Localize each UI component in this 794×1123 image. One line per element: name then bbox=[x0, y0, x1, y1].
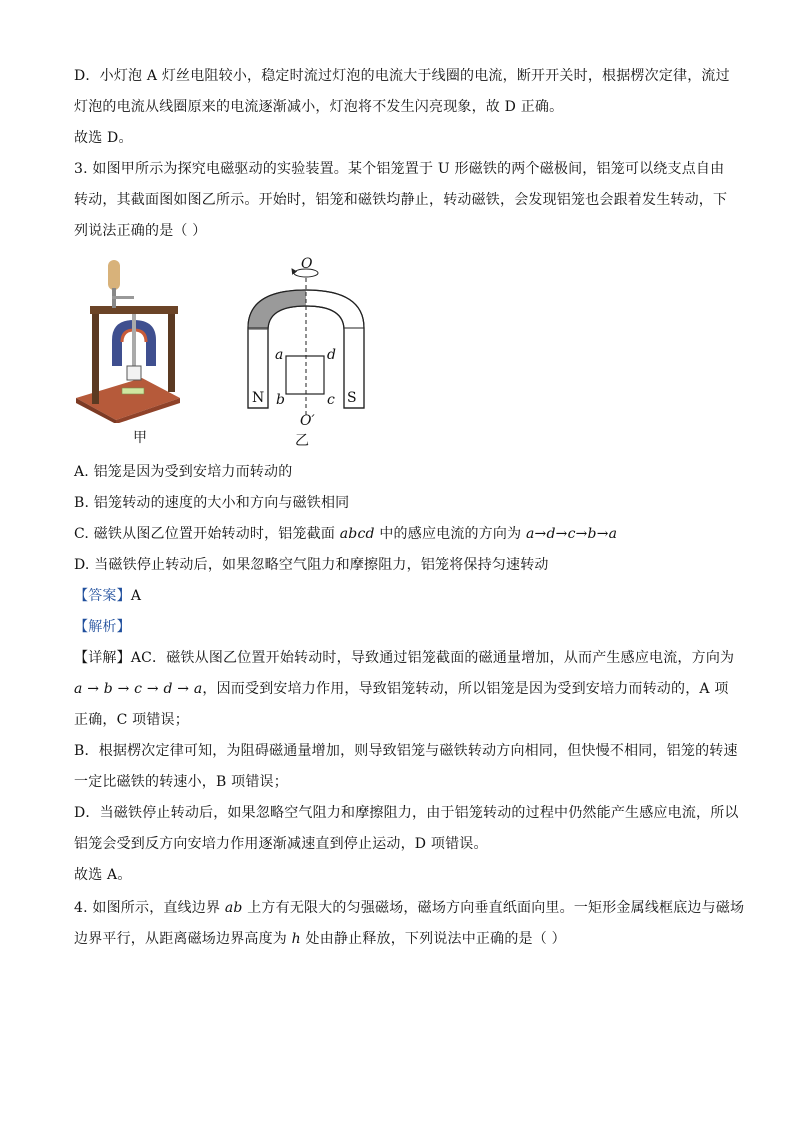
label-a: a bbox=[275, 347, 284, 363]
label-o-bottom: O′ bbox=[300, 413, 315, 429]
detail-line7: 铝笼会受到反方向安培力作用逐渐减速直到停止运动，D 项错误。 bbox=[74, 836, 488, 852]
detail-line2 bbox=[74, 679, 729, 699]
cage-section-abcd bbox=[286, 356, 324, 394]
option-b: B. 铝笼转动的速度的大小和方向与磁铁相同 bbox=[74, 495, 350, 511]
detail-line5: 一定比磁铁的转速小，B 项错误； bbox=[74, 774, 288, 790]
answer-value: A bbox=[130, 588, 142, 604]
label-n-pole: N bbox=[252, 390, 265, 406]
label-s-pole: S bbox=[347, 390, 357, 406]
detail-line4: B．根据楞次定律可知，为阻碍磁通量增加，则导致铝笼与磁铁转动方向相同，但快慢不相同，铝笼的转速 bbox=[74, 743, 738, 759]
detail-text1: AC．磁铁从图乙位置开始转动时，导致通过铝笼截面的磁通量增加，从而产生感应电流，方向为 bbox=[130, 650, 735, 666]
q3-stem-line1: 3. 如图甲所示为探究电磁驱动的实验装置。某个铝笼置于 U 形磁铁的两个磁极间，铝笼可以绕支点自由 bbox=[74, 161, 725, 177]
option-d: D. 当磁铁停止转动后，如果忽略空气阻力和摩擦阻力，铝笼将保持匀速转动 bbox=[74, 557, 549, 573]
answer-line bbox=[74, 586, 141, 606]
q3-stem-line2: 转动，其截面图如图乙所示。开始时，铝笼和磁铁均静止，转动磁铁，会发现铝笼也会跟着发生转动，下 bbox=[74, 192, 728, 208]
q4-text1a: 4. 如图所示，直线边界 bbox=[74, 900, 225, 916]
q4-var-h: h bbox=[291, 931, 301, 947]
analysis-line bbox=[74, 617, 131, 637]
figure-yi-caption: 乙 bbox=[295, 433, 309, 449]
option-c-sequence: a→d→c→b→a bbox=[526, 526, 618, 542]
analysis-label: 【解析】 bbox=[74, 619, 131, 635]
q4-line2 bbox=[74, 929, 566, 949]
label-b: b bbox=[276, 392, 285, 408]
q3-stem-line3: 列说法正确的是（ ） bbox=[74, 223, 207, 239]
detail-conclusion: 故选 A。 bbox=[74, 867, 132, 883]
frame-left-post bbox=[92, 310, 99, 404]
frame-top-beam bbox=[90, 306, 178, 314]
wooden-base bbox=[76, 378, 180, 420]
label-c: c bbox=[327, 392, 335, 408]
prev-option-d-line2: 灯泡的电流从线圈原来的电流逐渐减小，灯泡将不发生闪亮现象，故 D 正确。 bbox=[74, 99, 564, 115]
option-a: A. 铝笼是因为受到安培力而转动的 bbox=[74, 464, 293, 480]
magnet-shaded-region bbox=[248, 290, 306, 330]
aluminium-cage bbox=[127, 366, 141, 380]
figure-jia-apparatus bbox=[72, 258, 184, 423]
detail-line6: D．当磁铁停止转动后，如果忽略空气阻力和摩擦阻力，由于铝笼转动的过程中仍然能产生感应电流，所以 bbox=[74, 805, 739, 821]
option-c-text: C. 磁铁从图乙位置开始转动时，铝笼截面 bbox=[74, 526, 340, 542]
label-d: d bbox=[327, 347, 336, 363]
figure-yi-cross-section bbox=[240, 256, 370, 436]
detail-current-sequence: a → b → c → d → a bbox=[74, 681, 203, 697]
crank-handle bbox=[108, 260, 120, 290]
label-o-top: O bbox=[301, 256, 313, 272]
detail-line1 bbox=[74, 648, 734, 668]
detail-label: 【详解】 bbox=[74, 650, 131, 666]
q4-text2a: 边界平行，从距离磁场边界高度为 bbox=[74, 931, 292, 947]
q4-line1 bbox=[74, 898, 744, 918]
option-c-var: abcd bbox=[339, 526, 375, 542]
q4-text2b: 处由静止释放，下列说法中正确的是（ ） bbox=[300, 931, 566, 947]
q4-var-ab: ab bbox=[224, 900, 243, 916]
answer-label: 【答案】 bbox=[74, 588, 131, 604]
detail-line3: 正确，C 项错误； bbox=[74, 712, 189, 728]
q4-text1b: 上方有无限大的匀强磁场，磁场方向垂直纸面向里。一矩形金属线框底边与磁场 bbox=[242, 900, 745, 916]
figure-jia-caption: 甲 bbox=[133, 430, 147, 446]
frame-right-post bbox=[168, 310, 175, 392]
option-c-text2: 中的感应电流的方向为 bbox=[374, 526, 526, 542]
prev-conclusion: 故选 D。 bbox=[74, 130, 133, 146]
detail-text2: ，因而受到安培力作用，导致铝笼转动，所以铝笼是因为受到安培力而转动的，A 项 bbox=[202, 681, 729, 697]
prev-option-d-line1: D．小灯泡 A 灯丝电阻较小，稳定时流过灯泡的电流大于线圈的电流，断开开关时，根据楞次定律，流过 bbox=[74, 68, 730, 84]
option-c bbox=[74, 524, 617, 544]
